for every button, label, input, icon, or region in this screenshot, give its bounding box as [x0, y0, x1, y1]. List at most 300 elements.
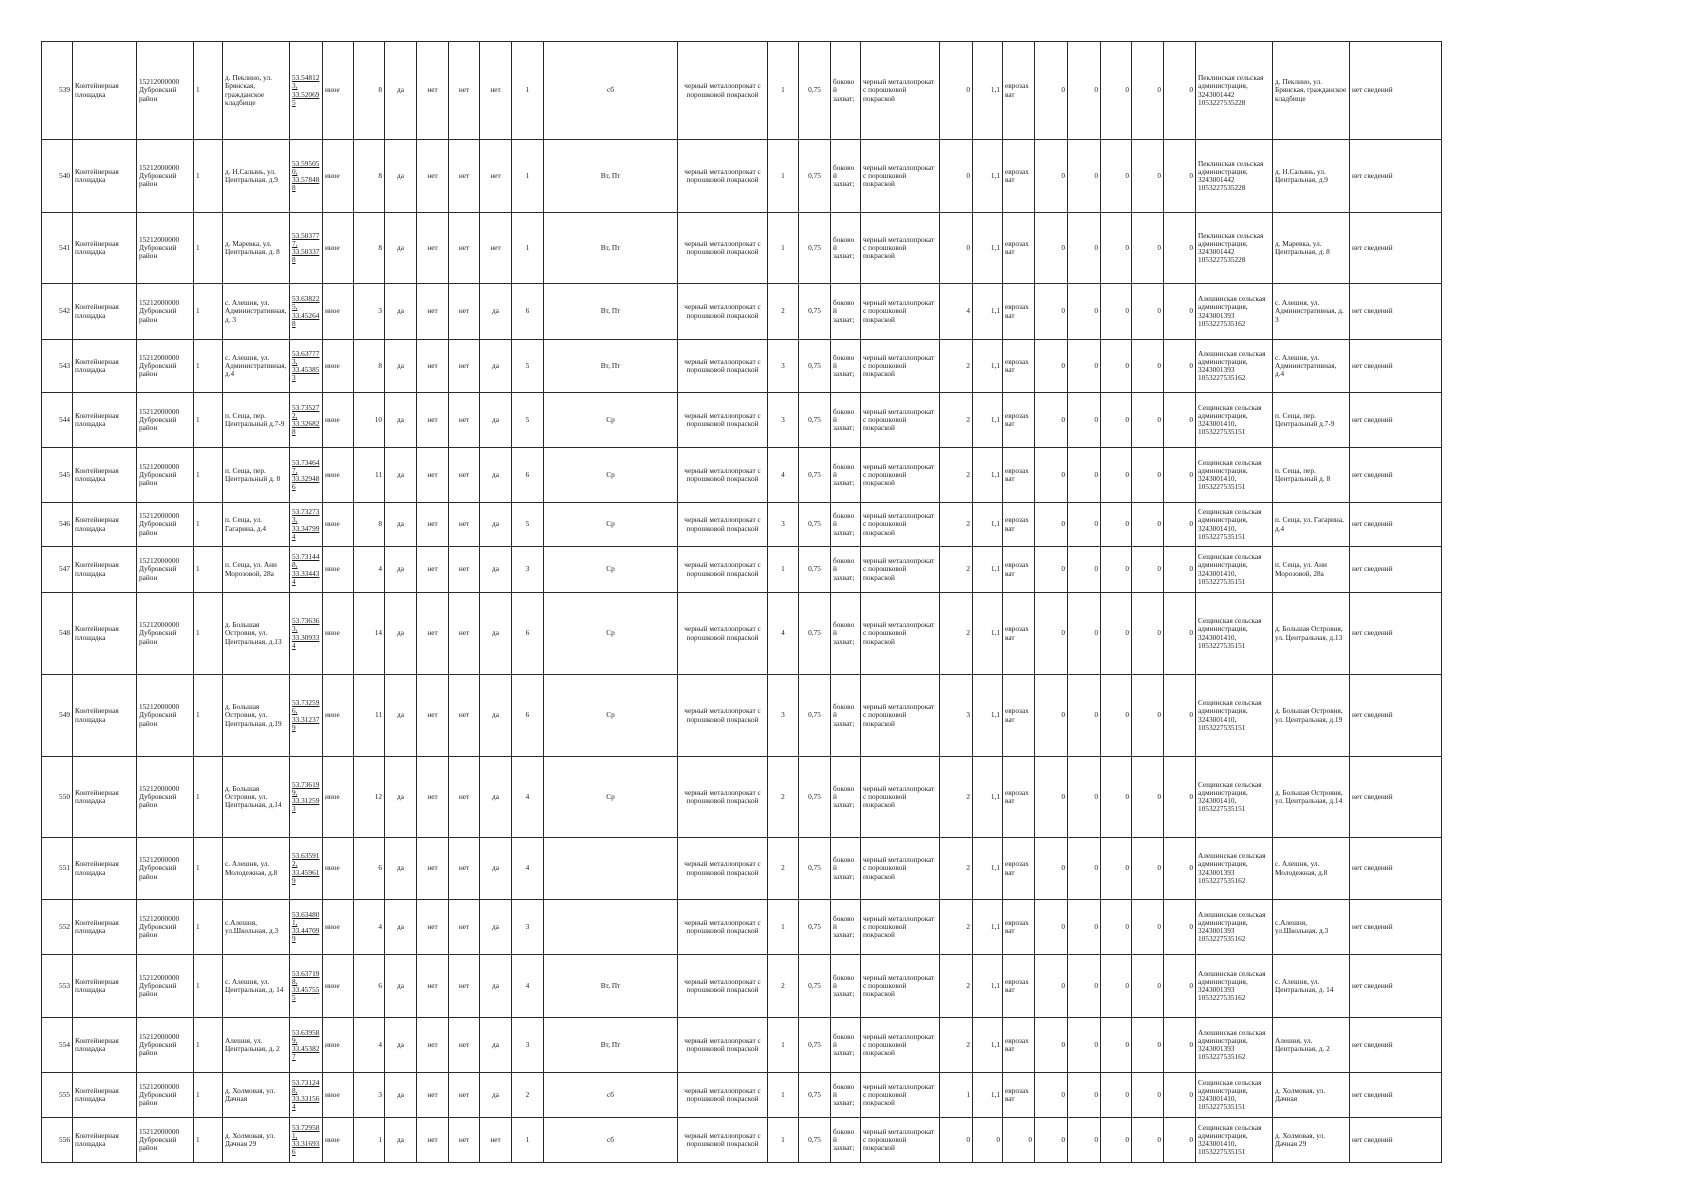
cell-owner-info: Алешинская сельская администрация, 3243001393 1053227535162	[1196, 900, 1273, 955]
cell-col-12-flag: нет	[480, 1118, 512, 1163]
cell-row-number: 547	[42, 547, 73, 593]
cell-col-9-flag: да	[385, 448, 417, 503]
cell-col-25-value: 0	[1101, 955, 1132, 1018]
cell-col-13-value: 1	[512, 140, 544, 213]
cell-container-count-a: 2	[768, 757, 799, 838]
cell-notes: нет сведений	[1350, 900, 1442, 955]
cell-col-4-value: 1	[194, 503, 223, 547]
cell-owner-address: с. Алешня, ул. Административная, д.4	[1273, 340, 1350, 393]
cell-container-material-a: черный металлопрокат с порошковой покраской	[861, 675, 940, 757]
cell-site-material: черный металлопрокат с порошковой покраской	[678, 393, 768, 448]
cell-col-23-value: 0	[1035, 1018, 1068, 1073]
cell-coordinates: 53.637773, 33.453853	[290, 340, 323, 393]
cell-col-13-value: 1	[512, 213, 544, 284]
cell-container-material-a: черный металлопрокат с порошковой покраской	[861, 547, 940, 593]
cell-col-24-value: 0	[1068, 393, 1101, 448]
cell-object-type: Контейнерная площадка	[73, 340, 137, 393]
cell-object-type: Контейнерная площадка	[73, 547, 137, 593]
cell-col-12-flag: да	[480, 393, 512, 448]
cell-oktmo-district: 15212000000 Дубровский район	[137, 340, 194, 393]
cell-col-8-value: 14	[354, 593, 385, 675]
cell-container-volume-a: 0,75	[799, 340, 831, 393]
cell-col-26-value: 0	[1132, 448, 1164, 503]
cell-notes: нет сведений	[1350, 547, 1442, 593]
cell-col-23-value: 0	[1035, 1073, 1068, 1118]
cell-col-13-value: 4	[512, 955, 544, 1018]
cell-notes: нет сведений	[1350, 213, 1442, 284]
cell-col-26-value: 0	[1132, 757, 1164, 838]
cell-coordinates: 53.731448, 33.334434	[290, 547, 323, 593]
cell-col-8-value: 8	[354, 140, 385, 213]
cell-col-27-value: 0	[1164, 675, 1196, 757]
cell-container-count-a: 3	[768, 503, 799, 547]
cell-oktmo-district: 15212000000 Дубровский район	[137, 955, 194, 1018]
cell-col-12-flag: да	[480, 1018, 512, 1073]
cell-site-material: черный металлопрокат с порошковой покраской	[678, 900, 768, 955]
cell-col-10-flag: нет	[417, 393, 449, 448]
cell-col-11-flag: нет	[449, 393, 480, 448]
cell-row-number: 546	[42, 503, 73, 547]
cell-loading-type-b: еврозахват	[1003, 284, 1035, 340]
cell-col-27-value: 0	[1164, 757, 1196, 838]
cell-loading-type-b: еврозахват	[1003, 547, 1035, 593]
cell-col-13-value: 3	[512, 900, 544, 955]
cell-row-number: 542	[42, 284, 73, 340]
cell-site-address: д. Холмовая, ул. Дачная	[223, 1073, 290, 1118]
cell-container-count-a: 1	[768, 547, 799, 593]
cell-container-volume-a: 0,75	[799, 900, 831, 955]
cell-container-volume-b: 1,1	[973, 448, 1003, 503]
cell-container-volume-b: 0	[973, 1118, 1003, 1163]
cell-col-26-value: 0	[1132, 1073, 1164, 1118]
cell-col-8-value: 12	[354, 757, 385, 838]
cell-col-4-value: 1	[194, 1018, 223, 1073]
cell-loading-type-b: еврозахват	[1003, 593, 1035, 675]
cell-site-material: черный металлопрокат с порошковой покраской	[678, 547, 768, 593]
cell-col-8-value: 3	[354, 284, 385, 340]
cell-site-material: черный металлопрокат с порошковой покраской	[678, 1118, 768, 1163]
cell-owner-address: д. Холмовая, ул. Дачная	[1273, 1073, 1350, 1118]
cell-collection-schedule: сб	[544, 42, 678, 140]
cell-row-number: 540	[42, 140, 73, 213]
cell-site-address: п. Сеща, ул. Ани Морозовой, 28а	[223, 547, 290, 593]
cell-col-23-value: 0	[1035, 900, 1068, 955]
table-row	[42, 42, 1442, 140]
cell-collection-schedule: Вт, Пт	[544, 955, 678, 1018]
cell-col-26-value: 0	[1132, 340, 1164, 393]
cell-col-25-value: 0	[1101, 503, 1132, 547]
cell-col-11-flag: нет	[449, 593, 480, 675]
cell-container-count-a: 3	[768, 675, 799, 757]
cell-site-address: с. Алешня, ул. Административная, д. 3	[223, 284, 290, 340]
cell-container-volume-a: 0,75	[799, 1018, 831, 1073]
cell-notes: нет сведений	[1350, 838, 1442, 900]
cell-owner-info: Сещинская сельская администрация, 3243001410, 1053227535151	[1196, 448, 1273, 503]
cell-site-address: с. Алешня, ул. Молодежная, д.8	[223, 838, 290, 900]
cell-col-26-value: 0	[1132, 675, 1164, 757]
cell-notes: нет сведений	[1350, 140, 1442, 213]
cell-coordinates: 53.732596, 33.312379	[290, 675, 323, 757]
cell-col-9-flag: да	[385, 42, 417, 140]
cell-container-material-a: черный металлопрокат с порошковой покраской	[861, 393, 940, 448]
cell-owner-info: Пеклинская сельская администрация, 3243001442 1053227535228	[1196, 42, 1273, 140]
cell-row-number: 550	[42, 757, 73, 838]
cell-col-26-value: 0	[1132, 393, 1164, 448]
cell-col-8-value: 1	[354, 1118, 385, 1163]
cell-site-material: черный металлопрокат с порошковой покраской	[678, 503, 768, 547]
cell-collection-schedule: Вт, Пт	[544, 284, 678, 340]
cell-container-material-a: черный металлопрокат с порошковой покраской	[861, 448, 940, 503]
cell-col-25-value: 0	[1101, 393, 1132, 448]
cell-coordinates: 53.635912, 33.459619	[290, 838, 323, 900]
cell-col-10-flag: нет	[417, 284, 449, 340]
cell-notes: нет сведений	[1350, 955, 1442, 1018]
cell-collection-schedule	[544, 838, 678, 900]
cell-site-material: черный металлопрокат с порошковой покраской	[678, 838, 768, 900]
cell-container-volume-b: 1,1	[973, 547, 1003, 593]
cell-col-12-flag: да	[480, 675, 512, 757]
cell-surface-type: иное	[323, 955, 354, 1018]
cell-col-12-flag: нет	[480, 140, 512, 213]
cell-container-count-b: 2	[940, 593, 973, 675]
cell-site-material: черный металлопрокат с порошковой покраской	[678, 284, 768, 340]
cell-col-24-value: 0	[1068, 900, 1101, 955]
cell-collection-schedule: Вт, Пт	[544, 140, 678, 213]
cell-surface-type: иное	[323, 340, 354, 393]
cell-container-volume-b: 1,1	[973, 1018, 1003, 1073]
table-row	[42, 503, 1442, 547]
cell-object-type: Контейнерная площадка	[73, 140, 137, 213]
cell-container-volume-a: 0,75	[799, 140, 831, 213]
cell-col-9-flag: да	[385, 757, 417, 838]
cell-container-count-a: 3	[768, 340, 799, 393]
cell-col-11-flag: нет	[449, 340, 480, 393]
cell-col-10-flag: нет	[417, 955, 449, 1018]
cell-col-11-flag: нет	[449, 42, 480, 140]
cell-container-volume-b: 1,1	[973, 503, 1003, 547]
cell-col-12-flag: да	[480, 593, 512, 675]
cell-col-25-value: 0	[1101, 547, 1132, 593]
cell-container-material-a: черный металлопрокат с порошковой покраской	[861, 503, 940, 547]
table-row	[42, 1018, 1442, 1073]
cell-loading-type-b: еврозахват	[1003, 448, 1035, 503]
cell-col-24-value: 0	[1068, 675, 1101, 757]
cell-site-address: с. Алешня, ул. Центральная, д. 14	[223, 955, 290, 1018]
cell-owner-address: д. Большая Островня, ул. Центральная, д.13	[1273, 593, 1350, 675]
cell-container-material-a: черный металлопрокат с порошковой покраской	[861, 1018, 940, 1073]
table-row	[42, 448, 1442, 503]
cell-owner-address: п. Сеща, пер. Центральный д.7-9	[1273, 393, 1350, 448]
cell-loading-type-a: боковой захват;	[831, 593, 861, 675]
cell-col-9-flag: да	[385, 1073, 417, 1118]
cell-col-27-value: 0	[1164, 140, 1196, 213]
cell-coordinates: 53.736199, 33.312593	[290, 757, 323, 838]
cell-loading-type-b: еврозахват	[1003, 1073, 1035, 1118]
cell-loading-type-a: боковой захват;	[831, 547, 861, 593]
cell-col-27-value: 0	[1164, 547, 1196, 593]
cell-collection-schedule: Вт, Пт	[544, 213, 678, 284]
cell-site-address: д. Большая Островня, ул. Центральная, д.14	[223, 757, 290, 838]
cell-container-material-a: черный металлопрокат с порошковой покраской	[861, 1118, 940, 1163]
cell-row-number: 552	[42, 900, 73, 955]
cell-col-10-flag: нет	[417, 503, 449, 547]
cell-object-type: Контейнерная площадка	[73, 675, 137, 757]
cell-row-number: 551	[42, 838, 73, 900]
cell-container-count-b: 2	[940, 448, 973, 503]
table-row	[42, 340, 1442, 393]
table-row	[42, 955, 1442, 1018]
cell-surface-type: иное	[323, 547, 354, 593]
cell-container-volume-a: 0,75	[799, 955, 831, 1018]
cell-surface-type: иное	[323, 42, 354, 140]
cell-col-4-value: 1	[194, 547, 223, 593]
cell-col-24-value: 0	[1068, 1118, 1101, 1163]
cell-oktmo-district: 15212000000 Дубровский район	[137, 547, 194, 593]
cell-col-23-value: 0	[1035, 675, 1068, 757]
cell-object-type: Контейнерная площадка	[73, 1018, 137, 1073]
cell-col-26-value: 0	[1132, 593, 1164, 675]
cell-coordinates: 53.736363, 33.309334	[290, 593, 323, 675]
cell-coordinates: 53.732733, 33.347994	[290, 503, 323, 547]
cell-col-10-flag: нет	[417, 140, 449, 213]
cell-col-11-flag: нет	[449, 1073, 480, 1118]
cell-container-count-b: 2	[940, 1018, 973, 1073]
cell-col-4-value: 1	[194, 42, 223, 140]
cell-col-23-value: 0	[1035, 757, 1068, 838]
cell-owner-info: Сещинская сельская администрация, 3243001410, 1053227535151	[1196, 757, 1273, 838]
cell-col-9-flag: да	[385, 140, 417, 213]
cell-container-volume-a: 0,75	[799, 42, 831, 140]
cell-object-type: Контейнерная площадка	[73, 393, 137, 448]
cell-owner-address: Алешня, ул. Центральная, д. 2	[1273, 1018, 1350, 1073]
cell-col-26-value: 0	[1132, 1018, 1164, 1073]
cell-col-23-value: 0	[1035, 593, 1068, 675]
cell-object-type: Контейнерная площадка	[73, 838, 137, 900]
cell-col-23-value: 0	[1035, 393, 1068, 448]
cell-object-type: Контейнерная площадка	[73, 757, 137, 838]
cell-col-27-value: 0	[1164, 42, 1196, 140]
cell-surface-type: иное	[323, 675, 354, 757]
cell-loading-type-a: боковой захват;	[831, 340, 861, 393]
cell-site-material: черный металлопрокат с порошковой покраской	[678, 1018, 768, 1073]
cell-oktmo-district: 15212000000 Дубровский район	[137, 838, 194, 900]
cell-col-9-flag: да	[385, 340, 417, 393]
cell-col-27-value: 0	[1164, 393, 1196, 448]
cell-col-12-flag: да	[480, 838, 512, 900]
cell-col-25-value: 0	[1101, 1073, 1132, 1118]
cell-owner-info: Сещинская сельская администрация, 3243001410, 1053227535151	[1196, 1118, 1273, 1163]
cell-container-material-a: черный металлопрокат с порошковой покраской	[861, 838, 940, 900]
cell-container-count-a: 1	[768, 1018, 799, 1073]
cell-notes: нет сведений	[1350, 393, 1442, 448]
cell-col-4-value: 1	[194, 448, 223, 503]
cell-row-number: 539	[42, 42, 73, 140]
cell-loading-type-b: еврозахват	[1003, 340, 1035, 393]
cell-col-8-value: 4	[354, 547, 385, 593]
cell-owner-address: с. Алешня, ул. Молодежная, д.8	[1273, 838, 1350, 900]
cell-oktmo-district: 15212000000 Дубровский район	[137, 1073, 194, 1118]
cell-col-11-flag: нет	[449, 1118, 480, 1163]
cell-col-26-value: 0	[1132, 838, 1164, 900]
cell-col-4-value: 1	[194, 393, 223, 448]
cell-col-11-flag: нет	[449, 284, 480, 340]
cell-col-9-flag: да	[385, 675, 417, 757]
cell-col-10-flag: нет	[417, 1018, 449, 1073]
cell-owner-info: Пеклинская сельская администрация, 3243001442 1053227535228	[1196, 213, 1273, 284]
cell-container-volume-b: 1,1	[973, 284, 1003, 340]
cell-oktmo-district: 15212000000 Дубровский район	[137, 140, 194, 213]
cell-col-25-value: 0	[1101, 448, 1132, 503]
cell-owner-info: Сещинская сельская администрация, 3243001410, 1053227535151	[1196, 593, 1273, 675]
cell-coordinates: 53.595050, 33.578488	[290, 140, 323, 213]
cell-owner-info: Алешинская сельская администрация, 3243001393 1053227535162	[1196, 340, 1273, 393]
cell-collection-schedule: сб	[544, 1073, 678, 1118]
cell-col-4-value: 1	[194, 213, 223, 284]
cell-collection-schedule	[544, 900, 678, 955]
cell-col-4-value: 1	[194, 140, 223, 213]
cell-container-material-a: черный металлопрокат с порошковой покраской	[861, 340, 940, 393]
cell-loading-type-a: боковой захват;	[831, 503, 861, 547]
cell-col-11-flag: нет	[449, 1018, 480, 1073]
cell-col-25-value: 0	[1101, 140, 1132, 213]
cell-owner-info: Алешинская сельская администрация, 3243001393 1053227535162	[1196, 284, 1273, 340]
cell-col-11-flag: нет	[449, 448, 480, 503]
cell-owner-address: п. Сеща, ул. Гагарина, д.4	[1273, 503, 1350, 547]
cell-col-25-value: 0	[1101, 838, 1132, 900]
cell-container-count-b: 0	[940, 1118, 973, 1163]
cell-surface-type: иное	[323, 757, 354, 838]
cell-col-11-flag: нет	[449, 547, 480, 593]
cell-loading-type-a: боковой захват;	[831, 675, 861, 757]
cell-owner-address: п. Сеща, ул. Ани Морозовой, 28а	[1273, 547, 1350, 593]
cell-container-material-a: черный металлопрокат с порошковой покраской	[861, 900, 940, 955]
cell-site-address: Алешня, ул. Центральная, д. 2	[223, 1018, 290, 1073]
cell-col-11-flag: нет	[449, 900, 480, 955]
cell-container-count-a: 4	[768, 593, 799, 675]
cell-container-volume-b: 1,1	[973, 955, 1003, 1018]
cell-container-volume-b: 1,1	[973, 340, 1003, 393]
cell-container-volume-a: 0,75	[799, 757, 831, 838]
cell-col-10-flag: нет	[417, 593, 449, 675]
cell-col-24-value: 0	[1068, 340, 1101, 393]
cell-loading-type-b: еврозахват	[1003, 42, 1035, 140]
cell-col-23-value: 0	[1035, 838, 1068, 900]
cell-row-number: 554	[42, 1018, 73, 1073]
cell-container-count-b: 2	[940, 393, 973, 448]
cell-oktmo-district: 15212000000 Дубровский район	[137, 675, 194, 757]
cell-container-volume-b: 1,1	[973, 1073, 1003, 1118]
cell-object-type: Контейнерная площадка	[73, 955, 137, 1018]
cell-coordinates: 53.548123, 33.520695	[290, 42, 323, 140]
cell-col-27-value: 0	[1164, 900, 1196, 955]
table-row	[42, 838, 1442, 900]
cell-col-26-value: 0	[1132, 140, 1164, 213]
cell-owner-address: п. Сеща, пер. Центральный д. 8	[1273, 448, 1350, 503]
cell-object-type: Контейнерная площадка	[73, 593, 137, 675]
cell-coordinates: 53.731248, 33.331564	[290, 1073, 323, 1118]
cell-collection-schedule: Ср	[544, 393, 678, 448]
cell-loading-type-b: еврозахват	[1003, 900, 1035, 955]
cell-col-13-value: 3	[512, 1018, 544, 1073]
cell-col-10-flag: нет	[417, 213, 449, 284]
cell-site-material: черный металлопрокат с порошковой покраской	[678, 42, 768, 140]
cell-collection-schedule: Ср	[544, 503, 678, 547]
cell-oktmo-district: 15212000000 Дубровский район	[137, 284, 194, 340]
cell-container-material-a: черный металлопрокат с порошковой покраской	[861, 42, 940, 140]
cell-container-volume-b: 1,1	[973, 393, 1003, 448]
cell-col-9-flag: да	[385, 393, 417, 448]
cell-container-count-a: 1	[768, 42, 799, 140]
cell-col-24-value: 0	[1068, 213, 1101, 284]
cell-container-count-a: 2	[768, 955, 799, 1018]
cell-site-address: д. Н.Салынь, ул. Центральная, д.9	[223, 140, 290, 213]
cell-site-address: д. Маревка, ул. Центральная, д. 8	[223, 213, 290, 284]
cell-coordinates: 53.734647, 33.329486	[290, 448, 323, 503]
cell-col-23-value: 0	[1035, 140, 1068, 213]
cell-col-9-flag: да	[385, 593, 417, 675]
cell-coordinates: 53.729581, 33.316936	[290, 1118, 323, 1163]
cell-container-volume-b: 1,1	[973, 675, 1003, 757]
table-row	[42, 1073, 1442, 1118]
cell-site-material: черный металлопрокат с порошковой покраской	[678, 1073, 768, 1118]
cell-col-8-value: 3	[354, 1073, 385, 1118]
cell-col-8-value: 6	[354, 838, 385, 900]
cell-container-count-b: 2	[940, 547, 973, 593]
table-row	[42, 547, 1442, 593]
cell-site-address: п. Сеща, пер. Центральный д. 8	[223, 448, 290, 503]
cell-col-9-flag: да	[385, 1018, 417, 1073]
cell-container-material-a: черный металлопрокат с порошковой покраской	[861, 757, 940, 838]
cell-row-number: 543	[42, 340, 73, 393]
cell-row-number: 555	[42, 1073, 73, 1118]
cell-col-11-flag: нет	[449, 955, 480, 1018]
cell-container-count-b: 1	[940, 1073, 973, 1118]
cell-col-23-value: 0	[1035, 547, 1068, 593]
cell-col-9-flag: да	[385, 955, 417, 1018]
cell-container-material-a: черный металлопрокат с порошковой покраской	[861, 213, 940, 284]
cell-loading-type-b: еврозахват	[1003, 838, 1035, 900]
cell-col-11-flag: нет	[449, 213, 480, 284]
cell-col-25-value: 0	[1101, 757, 1132, 838]
cell-loading-type-a: боковой захват;	[831, 393, 861, 448]
cell-col-9-flag: да	[385, 1118, 417, 1163]
cell-site-material: черный металлопрокат с порошковой покраской	[678, 675, 768, 757]
cell-col-24-value: 0	[1068, 838, 1101, 900]
cell-owner-address: д. Пеклино, ул. Брянская, гражданское кладбище	[1273, 42, 1350, 140]
cell-loading-type-a: боковой захват;	[831, 757, 861, 838]
cell-site-address: д. Пеклино, ул. Брянская, гражданское кладбище	[223, 42, 290, 140]
document-sheet	[41, 41, 1441, 1163]
cell-container-material-a: черный металлопрокат с порошковой покраской	[861, 955, 940, 1018]
cell-coordinates: 53.638225, 33.452648	[290, 284, 323, 340]
cell-owner-info: Алешинская сельская администрация, 3243001393 1053227535162	[1196, 955, 1273, 1018]
cell-col-23-value: 0	[1035, 955, 1068, 1018]
cell-col-13-value: 4	[512, 838, 544, 900]
cell-col-26-value: 0	[1132, 547, 1164, 593]
cell-col-26-value: 0	[1132, 284, 1164, 340]
table-row	[42, 593, 1442, 675]
cell-oktmo-district: 15212000000 Дубровский район	[137, 1118, 194, 1163]
table-row	[42, 213, 1442, 284]
cell-container-count-b: 2	[940, 900, 973, 955]
cell-notes: нет сведений	[1350, 284, 1442, 340]
cell-surface-type: иное	[323, 1118, 354, 1163]
cell-col-26-value: 0	[1132, 503, 1164, 547]
cell-col-24-value: 0	[1068, 757, 1101, 838]
cell-surface-type: иное	[323, 1073, 354, 1118]
cell-row-number: 548	[42, 593, 73, 675]
cell-col-23-value: 0	[1035, 1118, 1068, 1163]
